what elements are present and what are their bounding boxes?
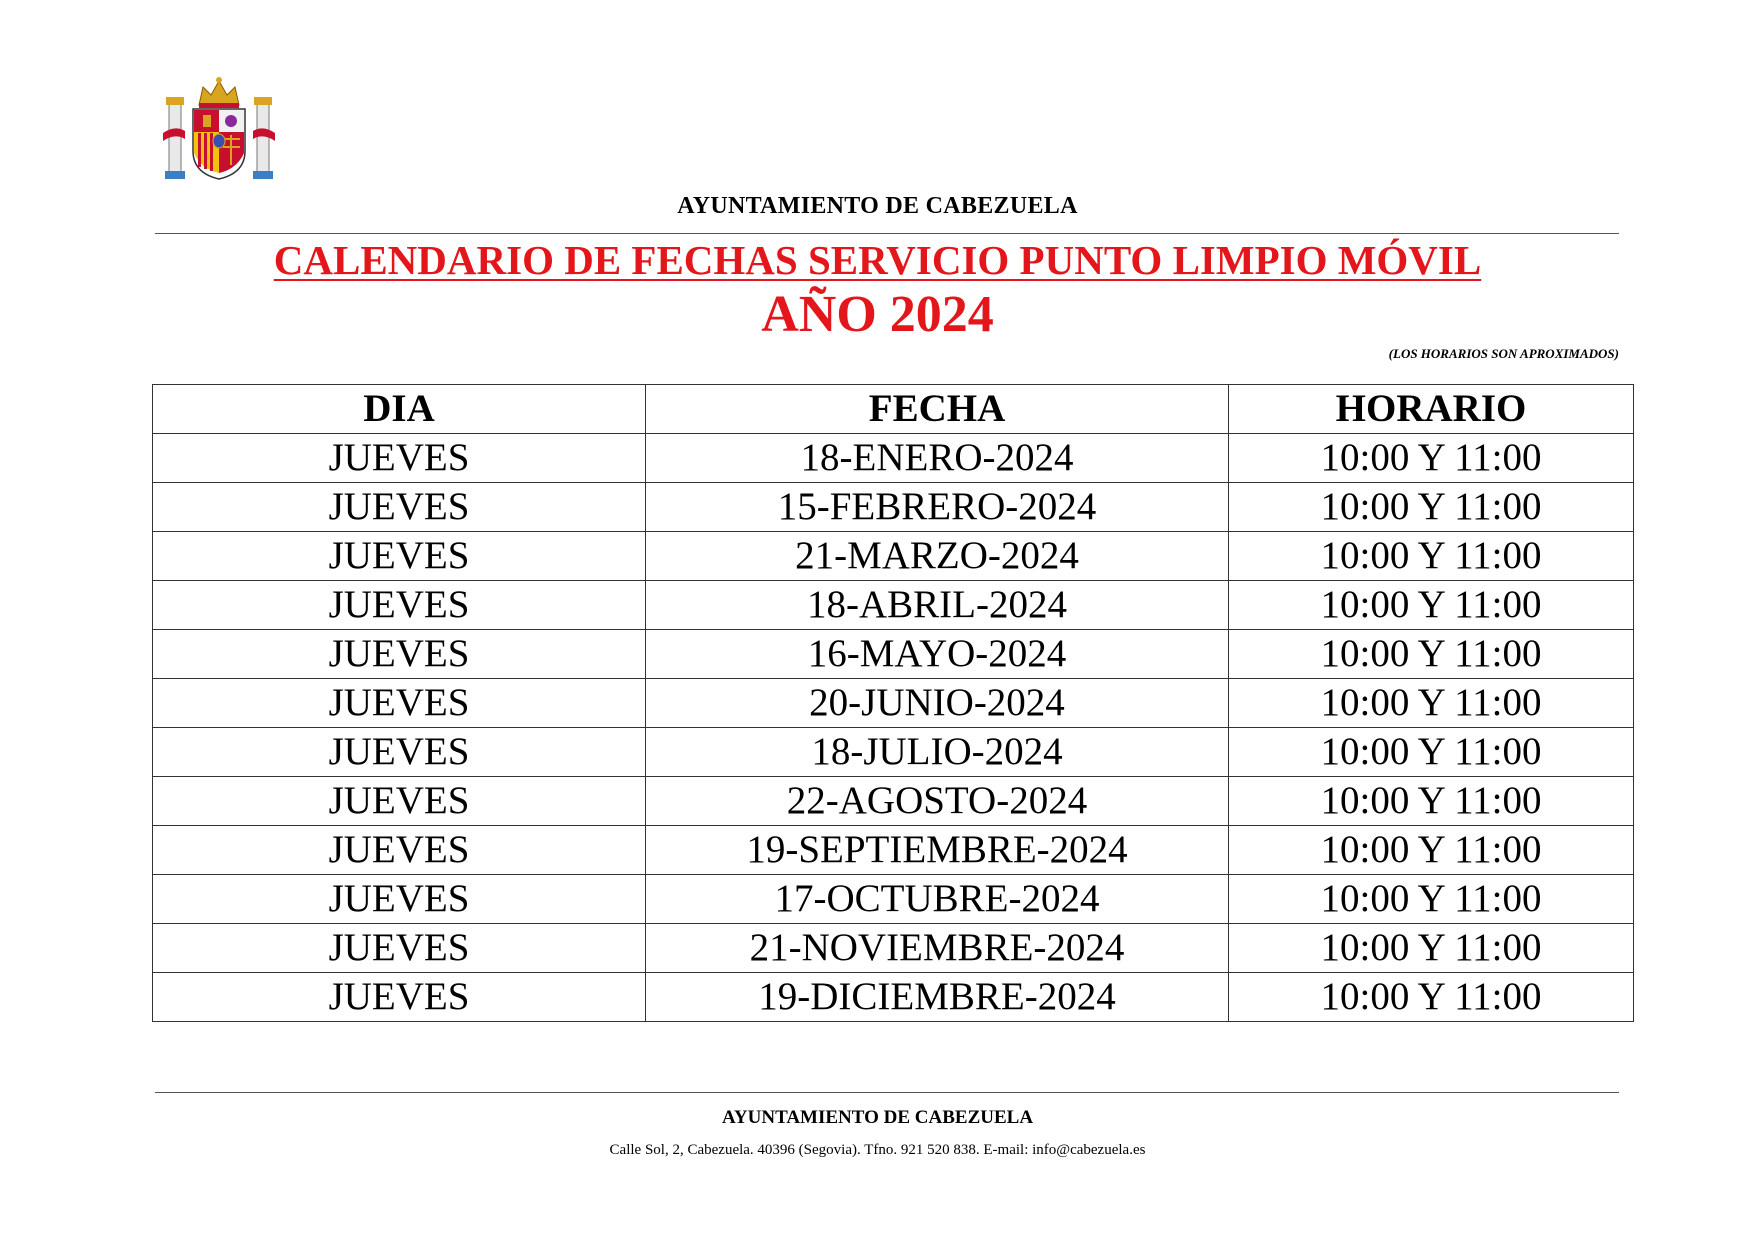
cell-dia: JUEVES <box>153 434 646 483</box>
cell-horario: 10:00 Y 11:00 <box>1229 875 1634 924</box>
table-row <box>153 875 1634 924</box>
cell-horario: 10:00 Y 11:00 <box>1229 679 1634 728</box>
cell-horario: 10:00 Y 11:00 <box>1229 630 1634 679</box>
footer-address: Calle Sol, 2, Cabezuela. 40396 (Segovia). Tfno. 921 520 838. E-mail: info@cabezuela.es <box>609 1142 1146 1158</box>
table-row <box>153 777 1634 826</box>
cell-fecha: 18-ABRIL-2024 <box>646 581 1229 630</box>
table-row <box>153 581 1634 630</box>
schedule-note: (LOS HORARIOS SON APROXIMADOS) <box>1388 346 1619 361</box>
organization-title: AYUNTAMIENTO DE CABEZUELA <box>677 193 1078 219</box>
schedule-table <box>152 384 1634 1022</box>
table-header-row <box>153 385 1634 434</box>
cell-dia: JUEVES <box>153 875 646 924</box>
cell-dia: JUEVES <box>153 973 646 1022</box>
cell-dia: JUEVES <box>153 679 646 728</box>
column-header-dia: DIA <box>153 385 646 434</box>
cell-fecha: 18-JULIO-2024 <box>646 728 1229 777</box>
cell-horario: 10:00 Y 11:00 <box>1229 826 1634 875</box>
cell-fecha: 22-AGOSTO-2024 <box>646 777 1229 826</box>
column-header-fecha: FECHA <box>646 385 1229 434</box>
table-row <box>153 973 1634 1022</box>
header-divider <box>155 233 1619 234</box>
cell-dia: JUEVES <box>153 728 646 777</box>
cell-horario: 10:00 Y 11:00 <box>1229 532 1634 581</box>
footer-divider <box>155 1092 1619 1093</box>
cell-dia: JUEVES <box>153 924 646 973</box>
cell-fecha: 20-JUNIO-2024 <box>646 679 1229 728</box>
table-row <box>153 728 1634 777</box>
cell-fecha: 17-OCTUBRE-2024 <box>646 875 1229 924</box>
table-row <box>153 679 1634 728</box>
cell-dia: JUEVES <box>153 532 646 581</box>
cell-horario: 10:00 Y 11:00 <box>1229 581 1634 630</box>
table-row <box>153 434 1634 483</box>
cell-dia: JUEVES <box>153 483 646 532</box>
table-row <box>153 924 1634 973</box>
cell-fecha: 15-FEBRERO-2024 <box>646 483 1229 532</box>
footer-organization: AYUNTAMIENTO DE CABEZUELA <box>721 1107 1034 1128</box>
table-row <box>153 483 1634 532</box>
cell-dia: JUEVES <box>153 777 646 826</box>
cell-horario: 10:00 Y 11:00 <box>1229 434 1634 483</box>
cell-horario: 10:00 Y 11:00 <box>1229 728 1634 777</box>
cell-fecha: 19-SEPTIEMBRE-2024 <box>646 826 1229 875</box>
cell-horario: 10:00 Y 11:00 <box>1229 777 1634 826</box>
cell-dia: JUEVES <box>153 630 646 679</box>
column-header-horario: HORARIO <box>1229 385 1634 434</box>
cell-dia: JUEVES <box>153 581 646 630</box>
table-row <box>153 826 1634 875</box>
table-row <box>153 630 1634 679</box>
document-title: CALENDARIO DE FECHAS SERVICIO PUNTO LIMPIO MÓVIL <box>273 237 1482 283</box>
cell-horario: 10:00 Y 11:00 <box>1229 973 1634 1022</box>
cell-fecha: 19-DICIEMBRE-2024 <box>646 973 1229 1022</box>
table-row <box>153 532 1634 581</box>
cell-fecha: 18-ENERO-2024 <box>646 434 1229 483</box>
cell-fecha: 21-NOVIEMBRE-2024 <box>646 924 1229 973</box>
document-year: AÑO 2024 <box>761 286 994 343</box>
cell-fecha: 16-MAYO-2024 <box>646 630 1229 679</box>
coat-of-arms-icon <box>163 75 275 183</box>
cell-fecha: 21-MARZO-2024 <box>646 532 1229 581</box>
cell-horario: 10:00 Y 11:00 <box>1229 483 1634 532</box>
cell-dia: JUEVES <box>153 826 646 875</box>
cell-horario: 10:00 Y 11:00 <box>1229 924 1634 973</box>
